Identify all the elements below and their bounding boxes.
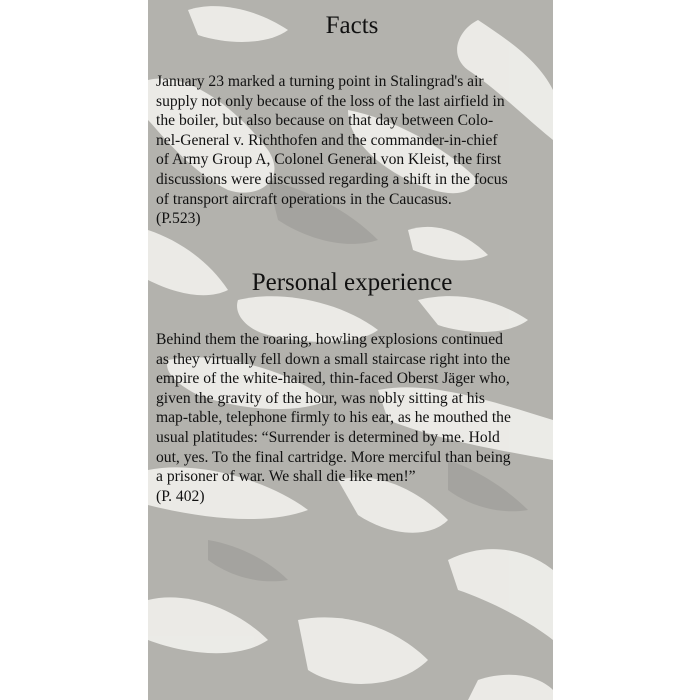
poster-panel: [148, 0, 553, 700]
personal-experience-paragraph: Behind them the roaring, howling explosions continued as they virtually fell down a small staircase right into the empire of the white-haired, thin-faced Oberst Jäger who, given the gravity of the hour, was nobly sitting at his map-table, telephone firmly to his ear, as he mouthed the usual platitudes: “Surrender is determined by me. Hold out, yes. To the final cartridge. More merciful than being a prisoner of war. We shall die like men!” (P. 402): [156, 331, 511, 505]
facts-paragraph: January 23 marked a turning point in Stalingrad's air supply not only because of the loss of the last airfield in the boiler, but also because on that day between Colo- nel-General v. Richthofen and the commander-in-chief of Army Group A, Colonel General von Kleist, the first discussions were discussed regarding a shift in the focus of transport aircraft operations in the Caucasus. (P.523): [156, 73, 508, 228]
section-heading-personal-experience: Personal experience: [251, 269, 453, 296]
section-heading-facts: Facts: [325, 12, 379, 39]
